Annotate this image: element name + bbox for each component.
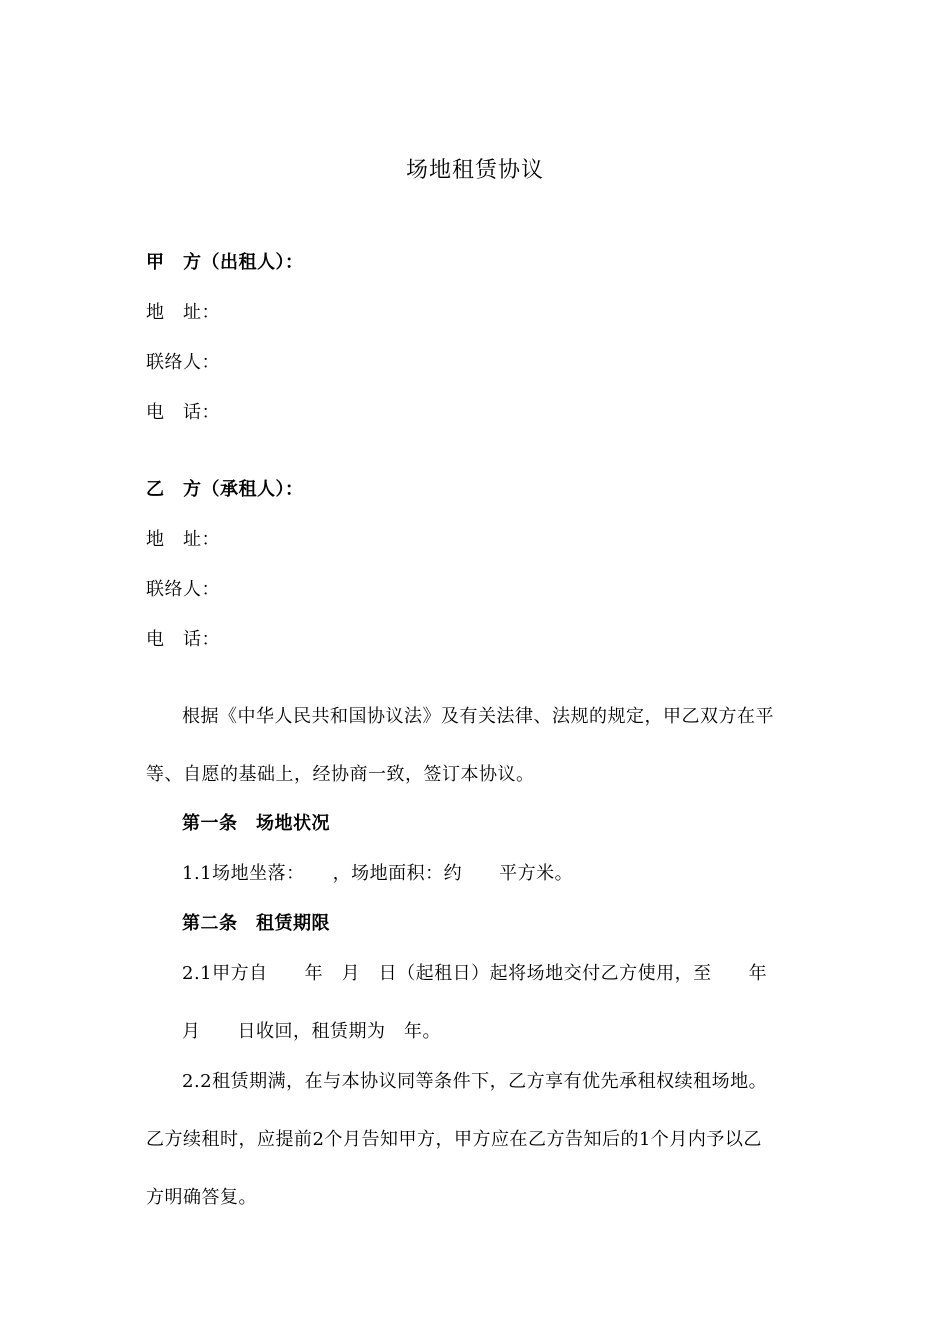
party-a-contact-label: 联络人： [146, 352, 220, 373]
preamble-line-2: 等、自愿的基础上，经协商一致，签订本协议。 [146, 764, 535, 785]
party-b-contact-label: 联络人： [146, 579, 220, 600]
clause-2-1-line-2: 月 日收回，租赁期为 年。 [182, 1021, 441, 1042]
clause-2-2-line-2: 乙方续租时，应提前2个月告知甲方，甲方应在乙方告知后的1个月内予以乙 [146, 1129, 762, 1150]
party-b-phone-label: 电 话： [146, 629, 220, 650]
article-2-heading: 第二条 租赁期限 [182, 913, 330, 934]
party-b-address-label: 地 址： [146, 529, 220, 550]
document-title: 场地租赁协议 [405, 158, 544, 183]
party-b-heading: 乙 方（承租人）： [146, 479, 304, 500]
article-1-heading: 第一条 场地状况 [182, 813, 330, 834]
party-a-address-label: 地 址： [146, 302, 220, 323]
preamble-line-1: 根据《中华人民共和国协议法》及有关法律、法规的规定，甲乙双方在平 [182, 706, 774, 727]
clause-1-1: 1.1场地坐落： ，场地面积：约 平方米。 [182, 863, 574, 884]
clause-2-2-line-3: 方明确答复。 [146, 1187, 257, 1208]
party-a-phone-label: 电 话： [146, 402, 220, 423]
clause-2-2-line-1: 2.2租赁期满，在与本协议同等条件下，乙方享有优先承租权续租场地。 [182, 1071, 768, 1092]
party-a-heading: 甲 方（出租人）： [146, 252, 304, 273]
clause-2-1-line-1: 2.1甲方自 年 月 日（起租日）起将场地交付乙方使用，至 年 [182, 963, 768, 984]
